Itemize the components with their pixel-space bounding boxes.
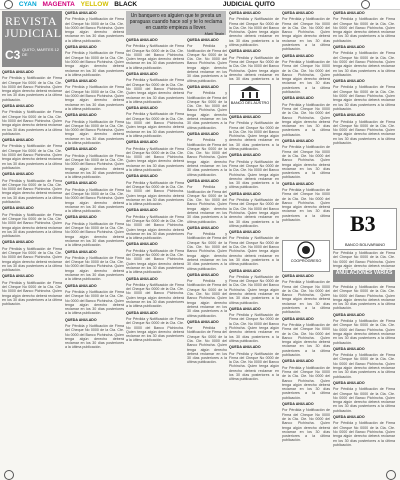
notice-heading: QUEDA ANULADO [2, 70, 34, 74]
column-7-top: QUEDA ANULADO Por Pérdida y Notificación de Firma del Cheque No 0000 de la Cta. Cte. No 0000 del Banco Pichincha. Quien tenga algún derecho deberá reclamar en los 30 días posteriores a la última publicación. QUEDA ANULADO Por Pérdida y Notificación de Firma del Cheque No 0000 de la Cta. Cte. No 0000 del Banco Pichincha. Quien tenga algún derecho deberá reclamar en los 30 días posteriores a la última publicación. QUEDA ANULADO Por Pérdida y Notificación de Firma del Cheque No 0000 de la Cta. Cte. No 0000 del Banco Pichincha. Quien tenga algún derecho deberá reclamar en los 30 días posteriores a la última publicación. QUEDA ANULADO Por Pérdida y Notificación de Firma del Cheque No 0000 de la Cta. Cte. No 0000 del Banco Pichincha. Quien tenga algún derecho deberá reclamar en los 30 días posteriores a la última publicación. [333, 11, 395, 146]
column-3: QUEDA ANULADO Por Pérdida y Notificación de Firma del Cheque No 0000 de la Cta. Cte. No 0000 del Banco Pichincha. Quien tenga algún derecho deberá reclamar en los 30 días posteriores a la última publicación. QUEDA ANULADO Por Pérdida y Notificación de Firma del Cheque No 0000 de la Cta. Cte. No 0000 del Banco Pichincha. Quien tenga algún derecho deberá reclamar en los 30 días posteriores a la última publicación. QUEDA ANULADO Por Pérdida y Notificación de Firma del Cheque No 0000 de la Cta. Cte. No 0000 del Banco Pichincha. Quien tenga algún derecho deberá reclamar en los 30 días posteriores a la última publicación. QUEDA ANULADO Por Pérdida y Notificación de Firma del Cheque No 0000 de la Cta. Cte. No 0000 del Banco Pichincha. Quien tenga algún derecho deberá reclamar en los 30 días posteriores a la última publicación. QUEDA ANULADO Por Pérdida y Notificación de Firma del Cheque No 0000 de la Cta. Cte. No 0000 del Banco Pichincha. Quien tenga algún derecho deberá reclamar en los 30 días posteriores a la última publicación. QUEDA ANULADO Por Pérdida y Notificación de Firma del Cheque No 0000 de la Cta. Cte. No 0000 del Banco Pichincha. Quien tenga algún derecho deberá reclamar en los 30 días posteriores a la última publicación. QUEDA ANULADO Por Pérdida y Notificación de Firma del Cheque No 0000 de la Cta. Cte. No 0000 del Banco Pichincha. Quien tenga algún derecho deberá reclamar en los 30 días posteriores a la última publicación. QUEDA ANULADO Por Pérdida y Notificación de Firma del Cheque No 0000 de la Cta. Cte. No 0000 del Banco Pichincha. Quien tenga algún derecho deberá reclamar en los 30 días posteriores a la última publicación. QUEDA ANULADO Por Pérdida y Notificación de Firma del Cheque No 0000 de la Cta. Cte. No 0000 del Banco Pichincha. Quien tenga algún derecho deberá reclamar en los 30 días posteriores a la última publicación. [126, 38, 184, 343]
section-title: JUDICIAL QUITO [222, 1, 275, 9]
column-7-mid: Por Pérdida y Notificación de Firma del Cheque No 0000 de la Cta. Cte. No 0000 del Banco Pichincha. Quien tenga algún derecho deberá reclamar [333, 251, 395, 268]
page-number: C3 [5, 48, 21, 62]
logo-banco-austro [229, 84, 271, 114]
registration-mark-icon-bottom-left [4, 470, 14, 480]
masthead-title-1: REVISTA [5, 14, 57, 28]
registration-mark-icon [4, 0, 13, 9]
column-5: QUEDA ANULADO Por Pérdida y Notificación de Firma del Cheque No 0000 de la Cta. Cte. No 0000 del Banco Pichincha. Quien tenga algún derecho deberá reclamar en los 30 días posteriores a la última publicación. QUEDA ANULADO Por Pérdida y Notificación de Firma del Cheque No 0000 de la Cta. Cte. No 0000 del Banco Pichincha. Quien tenga algún derecho deberá reclamar en los 30 días posteriores a la última publicación. QUEDA ANULADO Por Pérdida y Notificación de Firma del Cheque No 0000 de la Cta. Cte. No 0000 del Banco Pichincha. Quien tenga algún derecho deberá reclamar en los 30 días posteriores a la última publicación. QUEDA ANULADO Por Pérdida y Notificación de Firma del Cheque No 0000 de la Cta. Cte. No 0000 del Banco Pichincha. Quien tenga algún derecho deberá reclamar en los 30 días posteriores a la última publicación. QUEDA ANULADO Por Pérdida y Notificación de Firma del Cheque No 0000 de la Cta. Cte. No 0000 del Banco Pichincha. Quien tenga algún derecho deberá reclamar en los 30 días posteriores a la última publicación. QUEDA ANULADO Por Pérdida y Notificación de Firma del Cheque No 0000 de la Cta. Cte. No 0000 del Banco Pichincha. Quien tenga algún derecho deberá reclamar en los 30 días posteriores a la última publicación. QUEDA ANULADO Por Pérdida y Notificación de Firma del Cheque No 0000 de la Cta. Cte. No 0000 del Banco Pichincha. Quien tenga algún derecho deberá reclamar en los 30 días posteriores a la última publicación. [229, 115, 279, 382]
column-5-top: QUEDA ANULADO Por Pérdida y Notificación de Firma del Cheque No 0000 de la Cta. Cte. No 0000 del Banco Pichincha. Quien tenga algún derecho deberá reclamar en los 30 días posteriores a la última publicación. QUEDA ANULADO Por Pérdida y Notificación de Firma del Cheque No 0000 de la Cta. Cte. No 0000 del Banco Pichincha. Quien tenga algún derecho deberá reclamar en los 30 días posteriores a la [229, 11, 279, 81]
section-label-anulaciones: ANULACIONES VARIAS [333, 270, 395, 282]
column-7: Por Pérdida y Notificación de Firma del Cheque No 0000 de la Cta. Cte. No 0000 del Banco Pichincha. Quien tenga algún derecho deberá reclamar en los 30 días posteriores a la última publicación. QUEDA ANULADO Por Pérdida y Notificación de Firma del Cheque No 0000 de la Cta. Cte. No 0000 del Banco Pichincha. Quien tenga algún derecho deberá reclamar en los 30 días posteriores a la última publicación. QUEDA ANULADO Por Pérdida y Notificación de Firma del Cheque No 0000 de la Cta. Cte. No 0000 del Banco Pichincha. Quien tenga algún derecho deberá reclamar en los 30 días posteriores a la última publicación. QUEDA ANULADO Por Pérdida y Notificación de Firma del Cheque No 0000 de la Cta. Cte. No 0000 del Banco Pichincha. Quien tenga algún derecho deberá reclamar en los 30 días posteriores a la última publicación. QUEDA ANULADO Por Pérdida y Notificación de Firma del Cheque No 0000 de la Cta. Cte. No 0000 del Banco Pichincha. Quien tenga algún derecho deberá reclamar en los 30 días posteriores a la última publicación. [333, 285, 395, 447]
logo-cooprogreso [282, 240, 330, 272]
quote-text: Un banquero es alguien que te presta un paraguas cuando hace sol y te lo reclama en cuanto empieza a llover. [129, 13, 223, 31]
column-2: QUEDA ANULADO Por Pérdida y Notificación de Firma del Cheque No 0000 de la Cta. Cte. No 0000 del Banco Pichincha. Quien tenga algún derecho deberá reclamar en los 30 días posteriores a la última publicación. QUEDA ANULADO Por Pérdida y Notificación de Firma del Cheque No 0000 de la Cta. Cte. No 0000 del Banco Pichincha. Quien tenga algún derecho deberá reclamar en los 30 días posteriores a la última publicación. QUEDA ANULADO Por Pérdida y Notificación de Firma del Cheque No 0000 de la Cta. Cte. No 0000 del Banco Pichincha. Quien tenga algún derecho deberá reclamar en los 30 días posteriores a la última publicación. QUEDA ANULADO Por Pérdida y Notificación de Firma del Cheque No 0000 de la Cta. Cte. No 0000 del Banco Pichincha. Quien tenga algún derecho deberá reclamar en los 30 días posteriores a la última publicación. QUEDA ANULADO Por Pérdida y Notificación de Firma del Cheque No 0000 de la Cta. Cte. No 0000 del Banco Pichincha. Quien tenga algún derecho deberá reclamar en los 30 días posteriores a la última publicación. QUEDA ANULADO Por Pérdida y Notificación de Firma del Cheque No 0000 de la Cta. Cte. No 0000 del Banco Pichincha. Quien tenga algún derecho deberá reclamar en los 30 días posteriores a la última publicación. QUEDA ANULADO Por Pérdida y Notificación de Firma del Cheque No 0000 de la Cta. Cte. No 0000 del Banco Pichincha. Quien tenga algún derecho deberá reclamar en los 30 días posteriores a la última publicación. QUEDA ANULADO Por Pérdida y Notificación de Firma del Cheque No 0000 de la Cta. Cte. No 0000 del Banco Pichincha. Quien tenga algún derecho deberá reclamar en los 30 días posteriores a la última publicación. QUEDA ANULADO Por Pérdida y Notificación de Firma del Cheque No 0000 de la Cta. Cte. No 0000 del Banco Pichincha. Quien tenga algún derecho deberá reclamar en los 30 días posteriores a la última publicación. QUEDA ANULADO Por Pérdida y Notificación de Firma del Cheque No 0000 de la Cta. Cte. No 0000 del Banco Pichincha. Quien tenga algún derecho deberá reclamar en los 30 días posteriores a la última publicación. [65, 11, 124, 350]
masthead [2, 11, 62, 67]
column-4: QUEDA ANULADO Por Pérdida y Notificación de Firma del Cheque No 0000 de la Cta. Cte. No 0000 del Banco Pichincha. Quien tenga algún derecho deberá reclamar en los 30 días posteriores a la última publicación. QUEDA ANULADO Por Pérdida y Notificación de Firma del Cheque No 0000 de la Cta. Cte. No 0000 del Banco Pichincha. Quien tenga algún derecho deberá reclamar en los 30 días posteriores a la última publicación. QUEDA ANULADO Por Pérdida y Notificación de Firma del Cheque No 0000 de la Cta. Cte. No 0000 del Banco Pichincha. Quien tenga algún derecho deberá reclamar en los 30 días posteriores a la última publicación. QUEDA ANULADO Por Pérdida y Notificación de Firma del Cheque No 0000 de la Cta. Cte. No 0000 del Banco Pichincha. Quien tenga algún derecho deberá reclamar en los 30 días posteriores a la última publicación. QUEDA ANULADO Por Pérdida y Notificación de Firma del Cheque No 0000 de la Cta. Cte. No 0000 del Banco Pichincha. Quien tenga algún derecho deberá reclamar en los 30 días posteriores a la última publicación. QUEDA ANULADO Por Pérdida y Notificación de Firma del Cheque No 0000 de la Cta. Cte. No 0000 del Banco Pichincha. Quien tenga algún derecho deberá reclamar en los 30 días posteriores a la última publicación. QUEDA ANULADO Por Pérdida y Notificación de Firma del Cheque No 0000 de la Cta. Cte. No 0000 del Banco Pichincha. Quien tenga algún derecho deberá reclamar en los 30 días posteriores a la última publicación. [187, 38, 227, 365]
color-magenta: MAGENTA [42, 1, 75, 9]
print-color-bar [0, 0, 400, 10]
page-date: QUITO, MARTES 12 DE [22, 47, 59, 57]
logo-b3 [333, 208, 397, 250]
color-black: BLACK [114, 1, 138, 9]
quote-author: Mark Twain [204, 32, 224, 36]
color-yellow: YELLOW [80, 1, 109, 9]
quote-box [126, 11, 226, 35]
column-6-top: QUEDA ANULADO Por Pérdida y Notificación de Firma del Cheque No 0000 de la Cta. Cte. No 0000 del Banco Pichincha. Quien tenga algún derecho deberá reclamar en los 30 días posteriores a la última publicación. QUEDA ANULADO Por Pérdida y Notificación de Firma del Cheque No 0000 de la Cta. Cte. No 0000 del Banco Pichincha. Quien tenga algún derecho deberá reclamar en los 30 días posteriores a la última publicación. QUEDA ANULADO Por Pérdida y Notificación de Firma del Cheque No 0000 de la Cta. Cte. No 0000 del Banco Pichincha. Quien tenga algún derecho deberá reclamar en los 30 días posteriores a la última publicación. QUEDA ANULADO Por Pérdida y Notificación de Firma del Cheque No 0000 de la Cta. Cte. No 0000 del Banco Pichincha. Quien tenga algún derecho deberá reclamar en los 30 días posteriores a la última publicación. QUEDA ANULADO Por Pérdida y Notificación de Firma del Cheque No 0000 de la Cta. Cte. No 0000 del Banco Pichincha. Quien tenga algún derecho deberá reclamar en los 30 días posteriores a la última publicación. [282, 11, 330, 223]
column-1: QUEDA ANULADO Por Pérdida y Notificación de Firma del Cheque No 0000 de la Cta. Cte. No 0000 del Banco Pichincha. Quien tenga algún derecho deberá reclamar en los 30 días posteriores a la última publicación. QUEDA ANULADO Por Pérdida y Notificación de Firma del Cheque No 0000 de la Cta. Cte. No 0000 del Banco Pichincha. Quien tenga algún derecho deberá reclamar en los 30 días posteriores a la última publicación. QUEDA ANULADO Por Pérdida y Notificación de Firma del Cheque No 0000 de la Cta. Cte. No 0000 del Banco Pichincha. Quien tenga algún derecho deberá reclamar en los 30 días posteriores a la última publicación. QUEDA ANULADO Por Pérdida y Notificación de Firma del Cheque No 0000 de la Cta. Cte. No 0000 del Banco Pichincha. Quien tenga algún derecho deberá reclamar en los 30 días posteriores a la última publicación. QUEDA ANULADO Por Pérdida y Notificación de Firma del Cheque No 0000 de la Cta. Cte. No 0000 del Banco Pichincha. Quien tenga algún derecho deberá reclamar en los 30 días posteriores a la última publicación. QUEDA ANULADO Por Pérdida y Notificación de Firma del Cheque No 0000 de la Cta. Cte. No 0000 del Banco Pichincha. Quien tenga algún derecho deberá reclamar en los 30 días posteriores a la última publicación. QUEDA ANULADO Por Pérdida y Notificación de Firma del Cheque No 0000 de la Cta. Cte. No 0000 del Banco Pichincha. Quien tenga algún derecho deberá reclamar en los 30 días posteriores a la última publicación. [2, 70, 62, 307]
registration-mark-icon-right [361, 0, 370, 9]
logo-austro-caption: BANCO DEL AUSTRO [230, 101, 270, 105]
b3-mark: B3 [350, 211, 376, 236]
registration-mark-icon-bottom-right [386, 470, 396, 480]
logo-coop-caption: COOPROGRESO [290, 259, 322, 263]
bank-building-icon [239, 85, 261, 101]
color-cyan: CYAN [18, 1, 37, 9]
notice-body: Por Pérdida y Notificación de Firma del Cheque No 0000 de la Cta. Cte. No 0000 del Banco Pichincha. Quien tenga algún derecho deberá reclamar en los 30 días posteriores a la última publicación. [2, 76, 62, 102]
b3-caption: BANCO BOLIVARIANO [344, 243, 386, 247]
coop-emblem-icon [297, 241, 315, 259]
column-6: QUEDA ANULADO Por Pérdida y Notificación de Firma del Cheque No 0000 de la Cta. Cte. No 0000 del Banco Pichincha. Quien tenga algún derecho deberá reclamar en los 30 días posteriores a la última publicación. QUEDA ANULADO Por Pérdida y Notificación de Firma del Cheque No 0000 de la Cta. Cte. No 0000 del Banco Pichincha. Quien tenga algún derecho deberá reclamar en los 30 días posteriores a la última publicación. QUEDA ANULADO Por Pérdida y Notificación de Firma del Cheque No 0000 de la Cta. Cte. No 0000 del Banco Pichincha. Quien tenga algún derecho deberá reclamar en los 30 días posteriores a la última publicación. QUEDA ANULADO Por Pérdida y Notificación de Firma del Cheque No 0000 de la Cta. Cte. No 0000 del Banco Pichincha. Quien tenga algún derecho deberá reclamar en los 30 días posteriores a la última publicación. [282, 274, 330, 443]
masthead-title-2: JUDICIAL [5, 26, 62, 40]
